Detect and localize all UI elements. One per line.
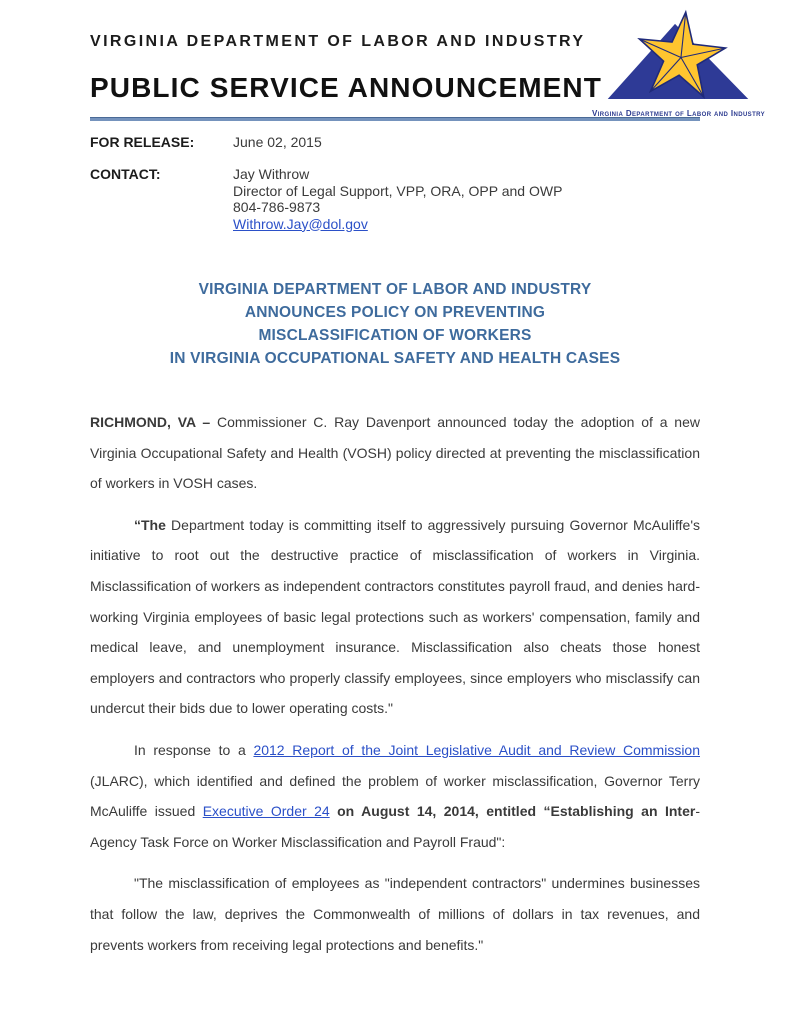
text-segment: on August 14, 2014, entitled “Establishing an Inter: [329, 803, 696, 820]
contact-phone: 804-786-9873: [233, 199, 321, 215]
text-segment: "The misclassification of employees as "independent contractors" undermines businesses that follow the law, deprives the Commonwealth of millions of dollars in tax revenues, and prevents workers from receiving legal protections and benefits.": [90, 875, 700, 953]
for-release-row: [90, 134, 700, 150]
contact-row: [90, 166, 700, 232]
release-meta: [90, 134, 700, 232]
for-release-label: FOR RELEASE:: [90, 134, 195, 150]
paragraph-jlarc: [90, 735, 700, 857]
contact-email-link[interactable]: Withrow.Jay@dol.gov: [233, 215, 368, 232]
logo-caption: Virginia Department of Labor and Industry: [592, 109, 766, 118]
document-body: [90, 407, 700, 960]
inline-link[interactable]: 2012 Report of the Joint Legislative Audit and Review Commission: [253, 741, 700, 758]
text-segment: Department today is committing itself to aggressively pursuing Governor McAuliffe's initiative to root out the destructive practice of misclassification of workers in Virginia. Misclassification of workers as independent contractors constitutes payroll fraud, and denies hard-working Virginia employees of basic legal protections such as workers' compensation, family and medical leave, and unemployment insurance. Misclassification also cheats those honest employers and contractors who properly classify employees, since employers who misclassify can undercut their bids due to lower operating costs.": [90, 516, 700, 717]
text-segment: “The: [134, 516, 166, 533]
headline-line: ANNOUNCES POLICY ON PREVENTING: [244, 304, 546, 321]
contact-name: Jay Withrow: [233, 166, 310, 182]
headline: [90, 278, 700, 370]
text-segment: In response to a: [134, 741, 254, 758]
text-segment: -Agency Task Force on Worker Misclassification and Payroll Fraud":: [90, 803, 700, 850]
agency-logo: [592, 8, 764, 118]
agency-name: VIRGINIA DEPARTMENT OF LABOR AND INDUSTRY: [90, 33, 586, 50]
headline-line: VIRGINIA DEPARTMENT OF LABOR AND INDUSTRY: [198, 281, 592, 298]
text-segment: Commissioner C. Ray Davenport announced today the adoption of a new Virginia Occupational Safety and Health (VOSH) policy directed at preventing the misclassification of workers in VOSH cases.: [90, 414, 700, 492]
contact-details: [233, 166, 700, 232]
paragraph-dateline: [90, 407, 700, 499]
text-segment: RICHMOND, VA –: [90, 414, 218, 430]
headline-line: MISCLASSIFICATION OF WORKERS: [258, 327, 532, 344]
star-mountain-logo-icon: [598, 8, 758, 103]
contact-label: CONTACT:: [90, 166, 161, 182]
text-segment: (JLARC), which identified and defined the problem of worker misclassification, Governor Terry McAuliffe issued: [90, 772, 700, 820]
inline-link[interactable]: Executive Order 24: [202, 803, 330, 820]
paragraph-quote-commissioner: [90, 510, 700, 724]
headline-line: IN VIRGINIA OCCUPATIONAL SAFETY AND HEALTH CASES: [169, 350, 621, 367]
release-date: June 02, 2015: [233, 134, 322, 150]
page-title: PUBLIC SERVICE ANNOUNCEMENT: [90, 72, 602, 103]
contact-title: Director of Legal Support, VPP, ORA, OPP and OWP: [233, 182, 563, 199]
paragraph-eo-quote: [90, 868, 700, 960]
